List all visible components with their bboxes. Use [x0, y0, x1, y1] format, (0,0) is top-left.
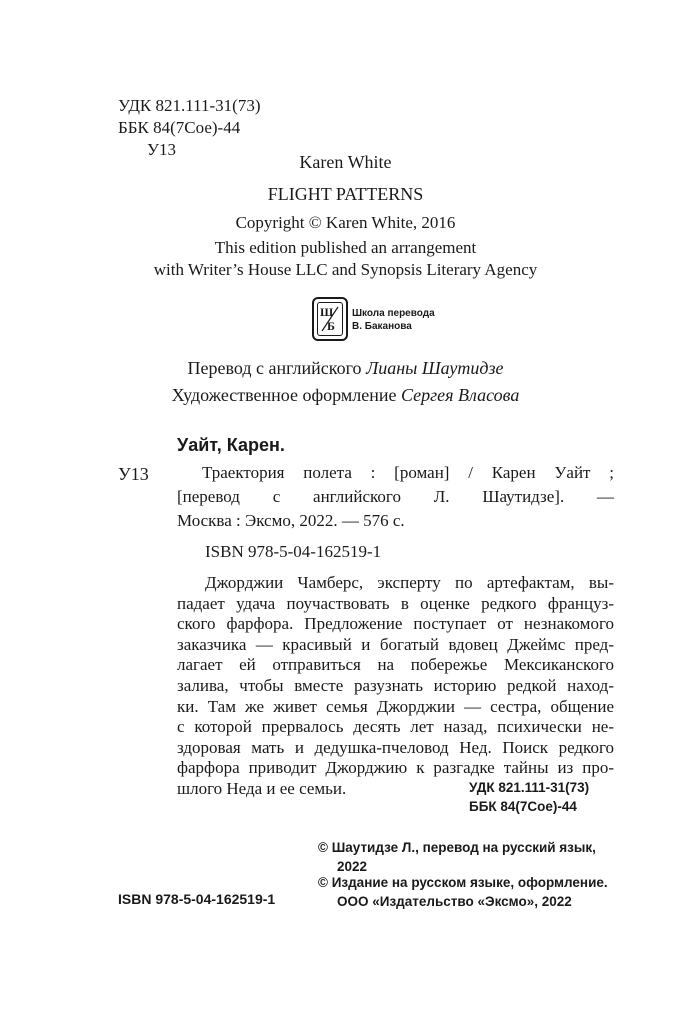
annotation-line: лагает ей отправиться на побережье Мексиканского — [177, 655, 614, 675]
copyright-edition: © Издание на русском языке, оформление. — [318, 875, 608, 890]
original-author: Karen White — [299, 152, 392, 172]
bibliographic-code: У13 — [118, 464, 149, 484]
udk-code: УДК 821.111-31(73) — [118, 96, 261, 115]
annotation-line: падает удача поучаствовать в оценке редкого француз- — [177, 593, 614, 613]
bibliographic-description — [177, 461, 614, 533]
isbn-line: ISBN 978-5-04-162519-1 — [205, 542, 382, 561]
logo-caption-line1: Школа перевода — [352, 308, 435, 319]
design-prefix: Художественное оформление — [171, 385, 402, 405]
footer-bbk-code: ББК 84(7Сое)-44 — [469, 799, 577, 814]
annotation-line: заказчика — красивый и богатый вдовец Джеймс пред- — [177, 634, 614, 654]
logo-caption-line2: В. Баканова — [352, 321, 412, 332]
design-credit — [0, 384, 691, 406]
copyright-publisher: ООО «Издательство «Эксмо», 2022 — [337, 894, 572, 909]
translation-prefix: Перевод с английского — [187, 358, 367, 378]
footer-udk-code: УДК 821.111-31(73) — [469, 780, 590, 795]
annotation-line: ки. Там же живет семья Джорджии — сестра, общение — [177, 696, 614, 716]
copyright-translation: © Шаутидзе Л., перевод на русский язык, — [318, 840, 596, 855]
annotation-line: залива, чтобы вместе разузнать историю редкой наход- — [177, 675, 614, 695]
edition-note-line1: This edition published an arrangement — [214, 238, 477, 257]
copyright-translation-year: 2022 — [337, 859, 368, 874]
logo-monogram — [317, 302, 343, 336]
footer-isbn: ISBN 978-5-04-162519-1 — [118, 891, 276, 907]
author-heading: Уайт, Карен. — [177, 435, 285, 455]
bibliographic-line: Москва : Эксмо, 2022. — 576 с. — [177, 511, 405, 530]
annotation-line: с которой прервалось десять лет назад, психически не- — [177, 717, 614, 737]
annotation-line: фарфора приводит Джорджию к разгадке тайны из про- — [177, 758, 614, 778]
author-code: У13 — [147, 140, 177, 159]
designer-name: Сергея Власова — [401, 385, 520, 405]
original-copyright: Copyright © Karen White, 2016 — [235, 213, 456, 232]
bbk-code: ББК 84(7Сое)-44 — [118, 118, 241, 137]
annotation-line: шлого Неда и ее семьи. — [177, 778, 347, 798]
translator-name: Лианы Шаутидзе — [366, 358, 504, 378]
original-title: FLIGHT PATTERNS — [267, 184, 424, 204]
annotation — [177, 573, 614, 800]
annotation-line: Джорджии Чамберс, эксперту по артефактам, вы- — [205, 573, 614, 592]
edition-note-line2: with Writer’s House LLC and Synopsis Literary Agency — [153, 260, 538, 279]
svg-text:Ш: Ш — [320, 305, 334, 319]
translation-school-logo-icon — [312, 297, 348, 341]
bibliographic-line: [перевод с английского Л. Шаутидзе]. — — [177, 487, 614, 506]
translation-credit — [0, 357, 691, 379]
logo-caption — [352, 307, 435, 333]
annotation-line: здоровая мать и дедушка-пчеловод Нед. Поиск редкого — [177, 737, 614, 757]
bibliographic-line: Траектория полета : [роман] / Карен Уайт ; — [202, 463, 614, 482]
svg-text:Б: Б — [327, 319, 335, 333]
annotation-line: ского фарфора. Предложение поступает от незнакомого — [177, 614, 614, 634]
